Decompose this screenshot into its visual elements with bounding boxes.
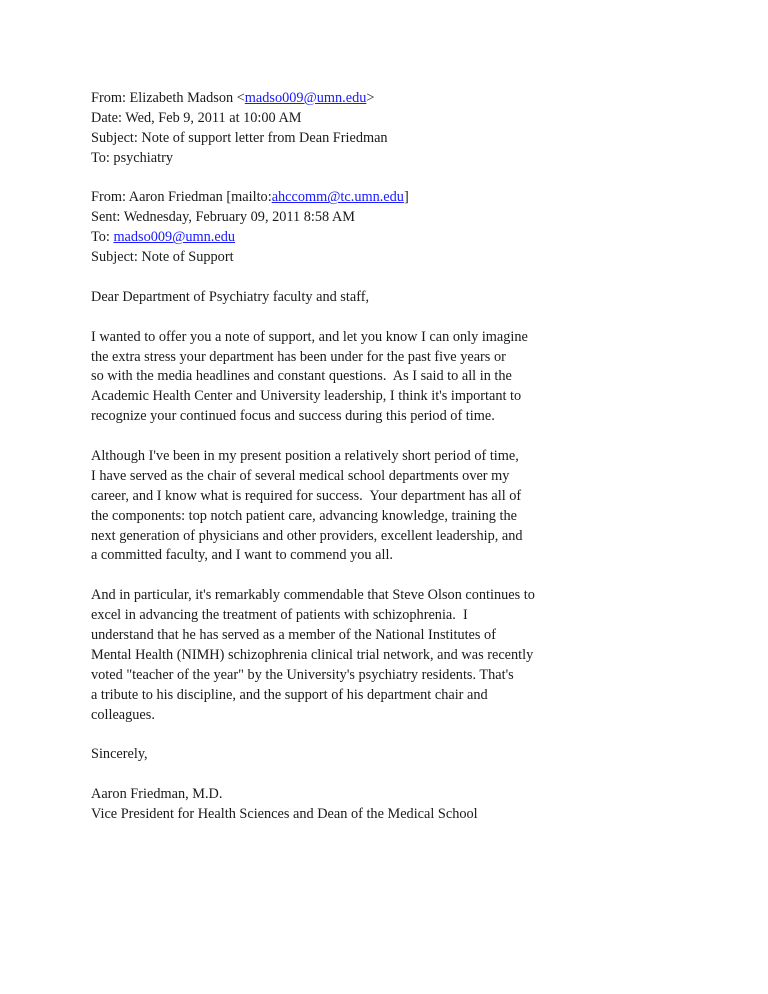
spacer: [91, 427, 691, 447]
paragraph-line: excel in advancing the treatment of patients with schizophrenia. I: [91, 607, 468, 624]
paragraph-line: so with the media headlines and constant questions. As I said to all in the: [91, 368, 512, 385]
forward-to-line: To: psychiatry: [91, 149, 173, 166]
paragraph-line: colleagues.: [91, 706, 155, 723]
paragraph-line: understand that he has served as a member of the National Institutes of: [91, 627, 496, 644]
forward-from-suffix: >: [366, 90, 375, 106]
paragraph-line: a tribute to his discipline, and the support of his department chair and: [91, 686, 488, 703]
paragraph-line: Although I've been in my present position a relatively short period of time,: [91, 448, 519, 465]
paragraph-1: [91, 328, 691, 427]
signature-name: Aaron Friedman, M.D.: [91, 786, 223, 803]
paragraph-line: Academic Health Center and University leadership, I think it's important to: [91, 388, 522, 405]
spacer: [91, 566, 691, 586]
original-header: [91, 188, 691, 268]
paragraph-line: the components: top notch patient care, advancing knowledge, training the: [91, 507, 517, 524]
signature-block: [91, 785, 691, 825]
spacer: [91, 726, 691, 746]
closing: Sincerely,: [91, 746, 148, 763]
original-subject-line: Subject: Note of Support: [91, 249, 234, 266]
forward-date-line: Date: Wed, Feb 9, 2011 at 10:00 AM: [91, 109, 302, 126]
forward-subject-line: Subject: Note of support letter from Dean Friedman: [91, 129, 388, 146]
original-sent-line: Sent: Wednesday, February 09, 2011 8:58 AM: [91, 209, 355, 226]
paragraph-line: career, and I know what is required for success. Your department has all of: [91, 487, 522, 504]
original-to-email-link[interactable]: madso009@umn.edu: [113, 229, 236, 246]
forward-from-line: [91, 89, 691, 109]
paragraph-line: next generation of physicians and other providers, excellent leadership, and: [91, 527, 523, 544]
paragraph-line: And in particular, it's remarkably commendable that Steve Olson continues to: [91, 587, 535, 604]
email-document: [91, 89, 691, 825]
paragraph-line: a committed faculty, and I want to commend you all.: [91, 547, 394, 564]
signature-title: Vice President for Health Sciences and Dean of the Medical School: [91, 806, 478, 823]
forward-header: [91, 89, 691, 169]
original-to-line: [91, 228, 691, 248]
paragraph-line: I wanted to offer you a note of support, and let you know I can only imagine: [91, 328, 528, 345]
original-from-email-link[interactable]: ahccomm@tc.umn.edu: [271, 189, 404, 206]
spacer: [91, 169, 691, 189]
salutation: Dear Department of Psychiatry faculty and staff,: [91, 288, 370, 305]
original-to-label: To:: [91, 229, 114, 246]
paragraph-line: recognize your continued focus and success during this period of time.: [91, 408, 495, 425]
spacer: [91, 765, 691, 785]
paragraph-line: voted "teacher of the year" by the University's psychiatry residents. That's: [91, 666, 514, 683]
spacer: [91, 268, 691, 288]
spacer: [91, 308, 691, 328]
paragraph-line: I have served as the chair of several medical school departments over my: [91, 467, 510, 484]
paragraph-line: Mental Health (NIMH) schizophrenia clinical trial network, and was recently: [91, 646, 534, 663]
original-from-label: From: Aaron Friedman [mailto:: [91, 189, 272, 206]
forward-from-label: From: Elizabeth Madson <: [91, 90, 245, 106]
paragraph-2: [91, 447, 691, 566]
original-from-line: [91, 188, 691, 208]
original-from-suffix: ]: [403, 189, 409, 206]
forward-from-email-link[interactable]: madso009@umn.edu: [244, 90, 367, 106]
paragraph-line: the extra stress your department has been under for the past five years or: [91, 348, 506, 365]
paragraph-3: [91, 586, 691, 725]
